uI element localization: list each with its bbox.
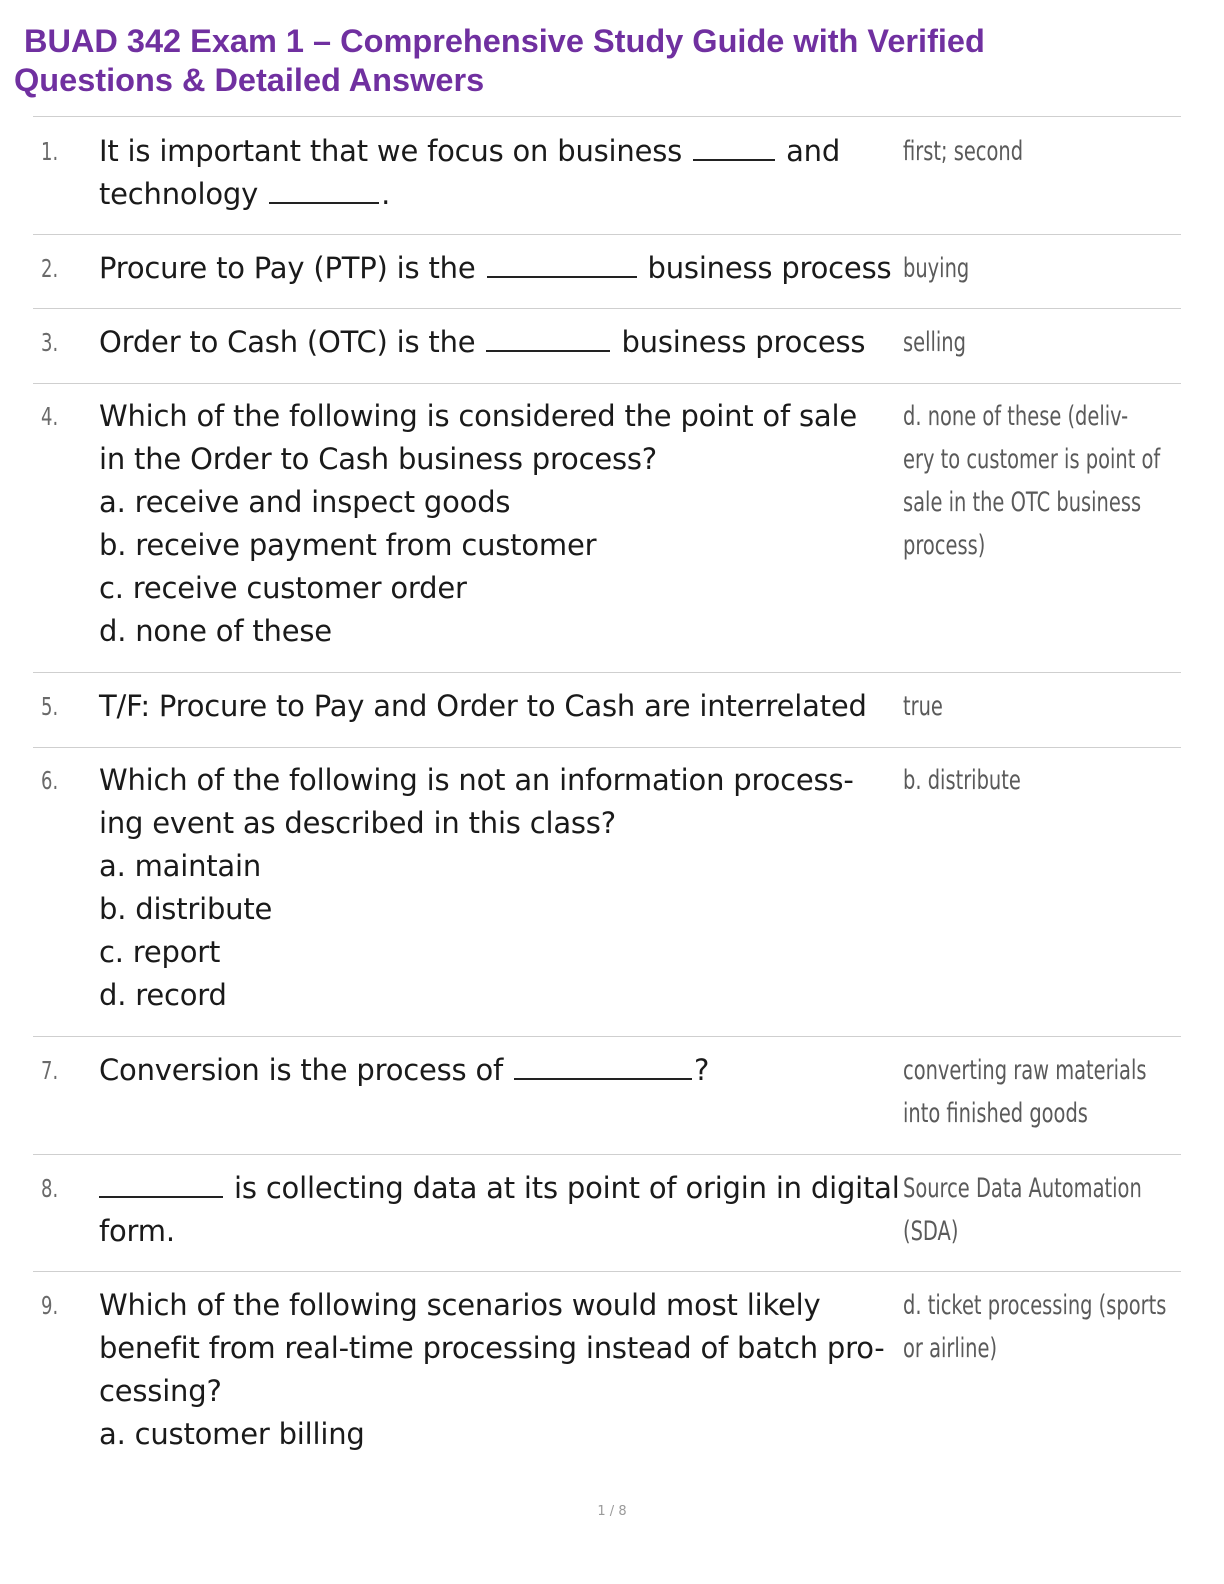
question-text-part: and: [786, 134, 841, 168]
question-text: [99, 759, 899, 1017]
question-text-line: Which of the following is considered the point of sale: [99, 399, 857, 433]
question-text-part: technology: [99, 177, 259, 211]
title-line-1: BUAD 342 Exam 1 – Comprehensive Study Guide with Verified: [24, 23, 985, 59]
answer-blank: [487, 250, 637, 278]
answer-text: [903, 759, 1133, 802]
question-number: 3.: [41, 328, 59, 357]
qa-row-8: [33, 1155, 1181, 1272]
question-text-part: It is important that we focus on business: [99, 134, 683, 168]
answer-line: buying: [903, 253, 970, 284]
question-text-line: benefit from real-time processing instead of batch pro-: [99, 1331, 885, 1365]
answer-blank: [514, 1052, 692, 1080]
option-b: b. distribute: [99, 892, 273, 926]
question-text: [99, 321, 899, 364]
answer-line: d. none of these (deliv-: [903, 401, 1129, 432]
qa-row-3: [33, 309, 1181, 384]
question-text-part: Procure to Pay (PTP) is the: [99, 251, 476, 285]
question-number: 6.: [41, 766, 59, 795]
qa-row-5: [33, 673, 1181, 748]
answer-blank: [99, 1170, 223, 1198]
qa-row-1: [33, 117, 1181, 235]
answer-text: [903, 1167, 1142, 1253]
question-text: [99, 247, 899, 290]
answer-line: Source Data Automation: [903, 1173, 1142, 1204]
question-text-line: Which of the following is not an information process-: [99, 763, 854, 797]
answer-text: [903, 1049, 1147, 1135]
qa-row-7: [33, 1037, 1181, 1155]
answer-line: first; second: [903, 136, 1024, 167]
answer-line: d. ticket processing (sports: [903, 1290, 1167, 1321]
question-text: [99, 1049, 899, 1092]
answer-text: [903, 321, 1133, 364]
option-d: d. record: [99, 978, 227, 1012]
question-text-line: form.: [99, 1214, 175, 1248]
question-text-part: business process: [647, 251, 892, 285]
question-text-part: is collecting data at its point of origin in digital: [234, 1171, 900, 1205]
answer-blank: [486, 324, 610, 352]
question-text: [99, 1284, 899, 1456]
answer-text: [903, 247, 1133, 290]
answer-line: selling: [903, 327, 966, 358]
answer-line: ery to customer is point of: [903, 444, 1161, 475]
question-text-line: cessing?: [99, 1374, 222, 1408]
qa-row-2: [33, 235, 1181, 309]
option-c: c. report: [99, 935, 221, 969]
question-text-part: Order to Cash (OTC) is the: [99, 325, 476, 359]
question-text-part: Conversion is the process of: [99, 1053, 504, 1087]
question-text-part: ?: [694, 1053, 710, 1087]
question-text: [99, 1167, 899, 1253]
document-title: [14, 22, 1194, 100]
answer-text: [903, 130, 1133, 173]
option-d: d. none of these: [99, 614, 332, 648]
answer-text: [903, 395, 1161, 567]
page-number: 1 / 8: [597, 1504, 627, 1519]
title-line-2: Questions & Detailed Answers: [14, 62, 485, 98]
question-number: 8.: [41, 1174, 59, 1203]
option-a: a. maintain: [99, 849, 262, 883]
qa-row-6: [33, 748, 1181, 1037]
answer-text: [903, 1284, 1167, 1370]
question-answer-table: [33, 116, 1181, 1472]
question-text-part: business process: [621, 325, 866, 359]
question-number: 1.: [41, 137, 59, 166]
answer-line: b. distribute: [903, 765, 1021, 796]
question-number: 2.: [41, 254, 59, 283]
option-a: a. customer billing: [99, 1417, 365, 1451]
answer-line: converting raw materials: [903, 1055, 1147, 1086]
answer-line: process): [903, 530, 986, 561]
question-text-line: Which of the following scenarios would most likely: [99, 1288, 821, 1322]
question-number: 7.: [41, 1056, 59, 1085]
option-c: c. receive customer order: [99, 571, 467, 605]
question-number: 5.: [41, 692, 59, 721]
question-text: [99, 395, 899, 653]
option-a: a. receive and inspect goods: [99, 485, 511, 519]
question-text: [99, 130, 899, 216]
option-b: b. receive payment from customer: [99, 528, 597, 562]
question-text: [99, 685, 899, 728]
answer-line: true: [903, 691, 943, 722]
answer-blank: [693, 133, 775, 161]
answer-text: [903, 685, 1133, 728]
qa-row-4: [33, 384, 1181, 673]
question-number: 4.: [41, 402, 59, 431]
answer-line: into finished goods: [903, 1098, 1088, 1129]
qa-row-9: [33, 1272, 1181, 1472]
question-text-line: ing event as described in this class?: [99, 806, 616, 840]
question-text-line: in the Order to Cash business process?: [99, 442, 657, 476]
question-text-part: .: [381, 177, 391, 211]
answer-line: sale in the OTC business: [903, 487, 1142, 518]
answer-line: or airline): [903, 1333, 998, 1364]
question-number: 9.: [41, 1291, 59, 1320]
answer-line: (SDA): [903, 1216, 959, 1247]
question-text-line: T/F: Procure to Pay and Order to Cash are interrelated: [99, 689, 867, 723]
answer-blank: [269, 176, 379, 204]
